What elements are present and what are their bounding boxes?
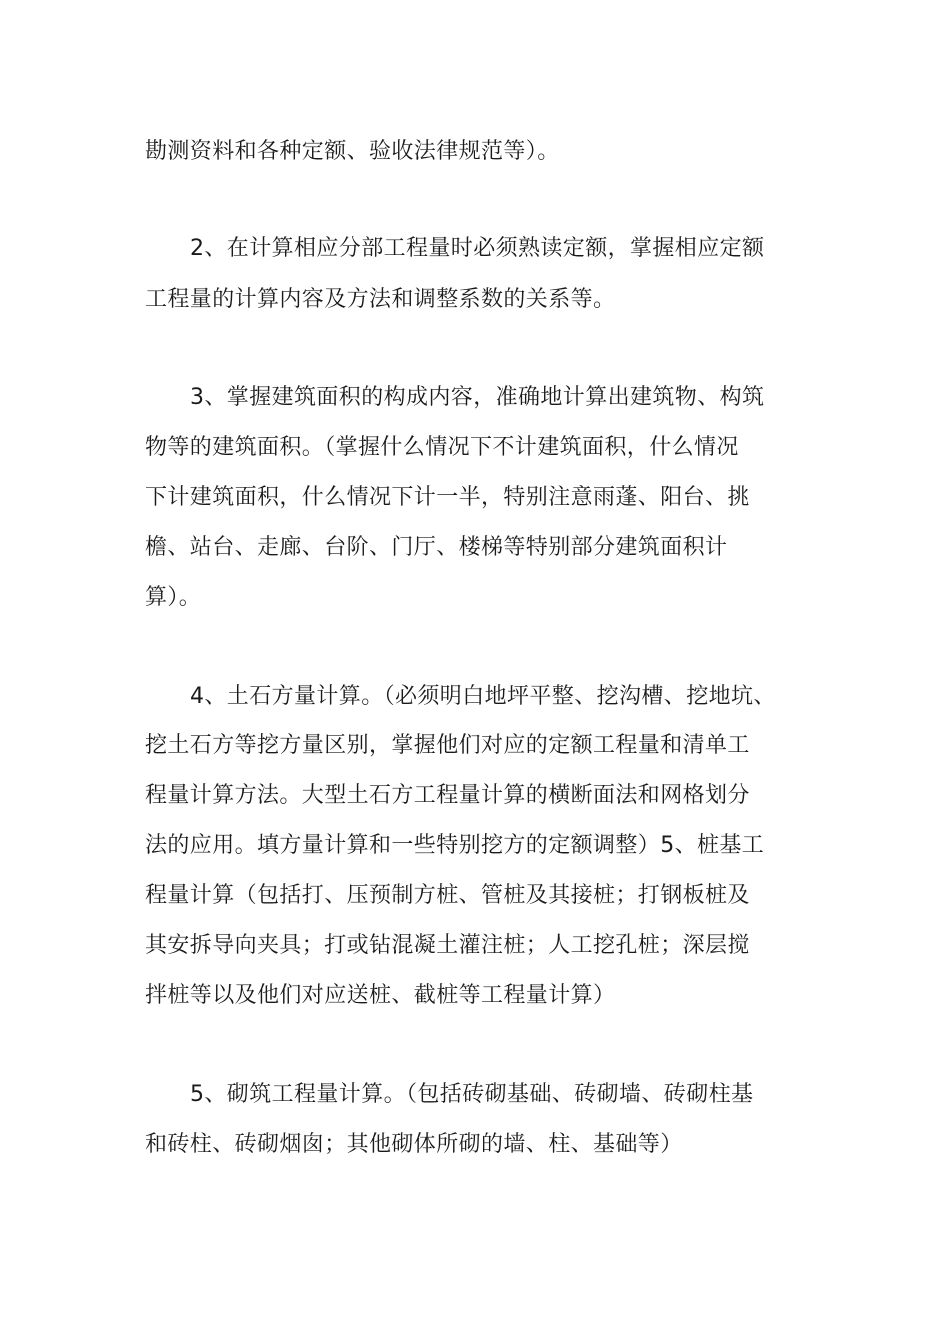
item-4-line-4: 法的应用。填方量计算和一些特别挖方的定额调整）5、桩基工 bbox=[145, 833, 765, 858]
paragraph-continuation-line: 勘测资料和各种定额、验收法律规范等）。 bbox=[145, 139, 560, 164]
item-5-line-2: 和砖柱、砖砌烟囱；其他砌体所砌的墙、柱、基础等） bbox=[145, 1132, 683, 1157]
item-4-line-6: 其安拆导向夹具；打或钻混凝土灌注桩；人工挖孔桩；深层搅 bbox=[145, 933, 750, 958]
item-4-line-5: 程量计算（包括打、压预制方桩、管桩及其接桩；打钢板桩及 bbox=[145, 883, 750, 908]
item-3-line-1: 3、掌握建筑面积的构成内容，准确地计算出建筑物、构筑 bbox=[190, 385, 765, 410]
item-4-line-2: 挖土石方等挖方量区别，掌握他们对应的定额工程量和清单工 bbox=[145, 733, 750, 758]
item-4-line-3: 程量计算方法。大型土石方工程量计算的横断面法和网格划分 bbox=[145, 783, 750, 808]
item-4-line-7: 拌桩等以及他们对应送桩、截桩等工程量计算） bbox=[145, 983, 616, 1008]
item-5-line-1: 5、砌筑工程量计算。（包括砖砌基础、砖砌墙、砖砌柱基 bbox=[190, 1082, 754, 1107]
item-2-line-2: 工程量的计算内容及方法和调整系数的关系等。 bbox=[145, 287, 616, 312]
item-3-line-3: 下计建筑面积，什么情况下计一半，特别注意雨蓬、阳台、挑 bbox=[145, 485, 750, 510]
item-3-line-4: 檐、站台、走廊、台阶、门厅、楼梯等特别部分建筑面积计 bbox=[145, 535, 728, 560]
item-3-line-2: 物等的建筑面积。（掌握什么情况下不计建筑面积，什么情况 bbox=[145, 435, 739, 460]
item-2-line-1: 2、在计算相应分部工程量时必须熟读定额，掌握相应定额 bbox=[190, 236, 765, 261]
item-4-line-1: 4、土石方量计算。（必须明白地坪平整、挖沟槽、挖地坑、 bbox=[190, 684, 776, 709]
item-3-line-5: 算）。 bbox=[145, 585, 202, 610]
